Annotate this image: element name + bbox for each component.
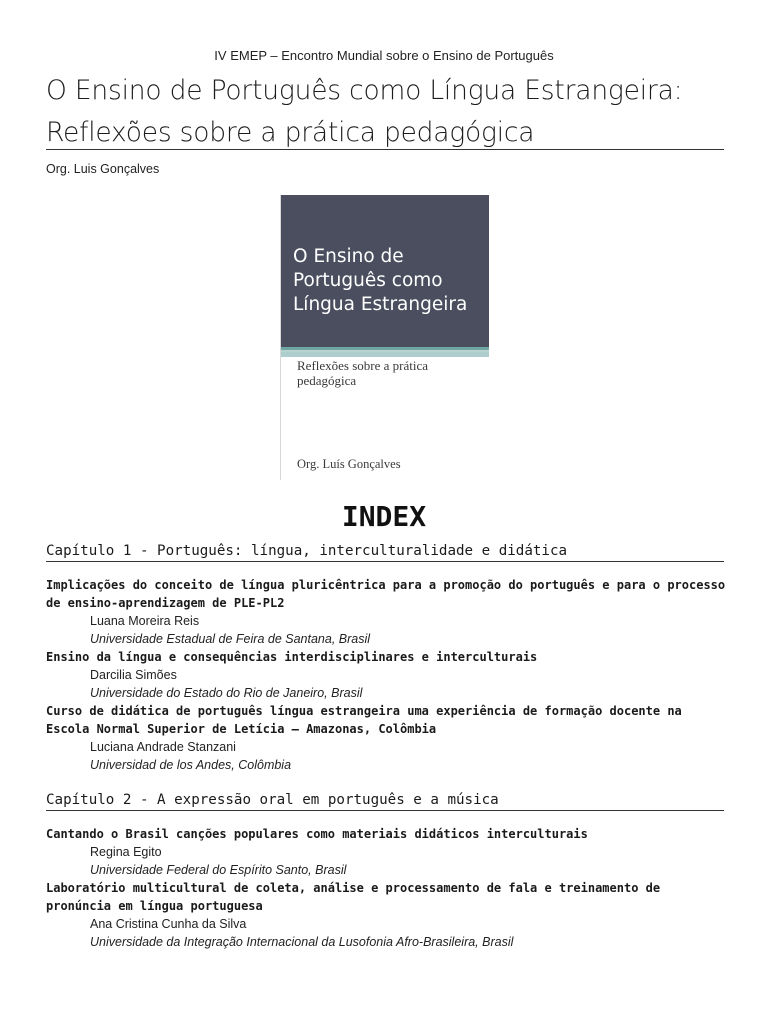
entry-author: Luana Moreira Reis — [90, 614, 200, 628]
entry-author: Ana Cristina Cunha da Silva — [90, 917, 247, 931]
entry-institution: Universidade da Integração Internacional da Lusofonia Afro-Brasileira, Brasil — [90, 935, 514, 949]
organizer: Org. Luis Gonçalves — [46, 162, 160, 176]
chapter-heading: Capítulo 2 - A expressão oral em português e a música — [46, 792, 724, 811]
toc-entry[interactable] — [46, 648, 726, 702]
page-title: O Ensino de Português como Língua Estrangeira: Reflexões sobre a prática pedagógica — [46, 75, 683, 148]
entry-institution: Universidad de los Andes, Colômbia — [90, 758, 292, 772]
entry-author: Regina Egito — [90, 845, 162, 859]
entry-author: Luciana Andrade Stanzani — [90, 740, 236, 754]
conference-name: IV EMEP – Encontro Mundial sobre o Ensino de Português — [214, 48, 554, 63]
title-divider — [46, 149, 724, 150]
cover-organizer: Org. Luís Gonçalves — [297, 457, 401, 471]
cover-title: O Ensino de Português como Língua Estrangeira — [293, 246, 468, 315]
cover-band-shadow — [281, 352, 489, 357]
index-heading: INDEX — [341, 500, 427, 533]
entry-title[interactable]: Ensino da língua e consequências interdisciplinares e interculturais — [46, 650, 538, 664]
chapter-entries — [46, 825, 726, 951]
chapter-heading: Capítulo 1 - Português: língua, interculturalidade e didática — [46, 543, 724, 562]
entry-title[interactable]: Implicações do conceito de língua pluricêntrica para a promoção do português e para o processo de ensino-aprendizagem de PLE-PL2 — [46, 578, 726, 610]
toc-entry[interactable] — [46, 576, 726, 648]
entry-title[interactable]: Curso de didática de português língua estrangeira uma experiência de formação docente na Escola Normal Superior de Letícia – Amazonas, Colômbia — [46, 704, 682, 736]
entry-author: Darcilia Simões — [90, 668, 177, 682]
entry-institution: Universidade do Estado do Rio de Janeiro, Brasil — [90, 686, 363, 700]
cover-subtitle: Reflexões sobre a prática pedagógica — [297, 358, 429, 388]
entry-institution: Universidade Federal do Espírito Santo, Brasil — [90, 863, 347, 877]
toc-entry[interactable] — [46, 702, 726, 774]
toc-entry[interactable] — [46, 825, 726, 879]
book-cover — [280, 195, 489, 480]
entry-title[interactable]: Cantando o Brasil canções populares como materiais didáticos interculturais — [46, 827, 588, 841]
cover-title-panel — [281, 195, 489, 347]
entry-title[interactable]: Laboratório multicultural de coleta, análise e processamento de fala e treinamento de pronúncia em língua portuguesa — [46, 881, 661, 913]
chapter-entries — [46, 576, 726, 774]
toc-entry[interactable] — [46, 879, 726, 951]
entry-institution: Universidade Estadual de Feira de Santana, Brasil — [90, 632, 371, 646]
